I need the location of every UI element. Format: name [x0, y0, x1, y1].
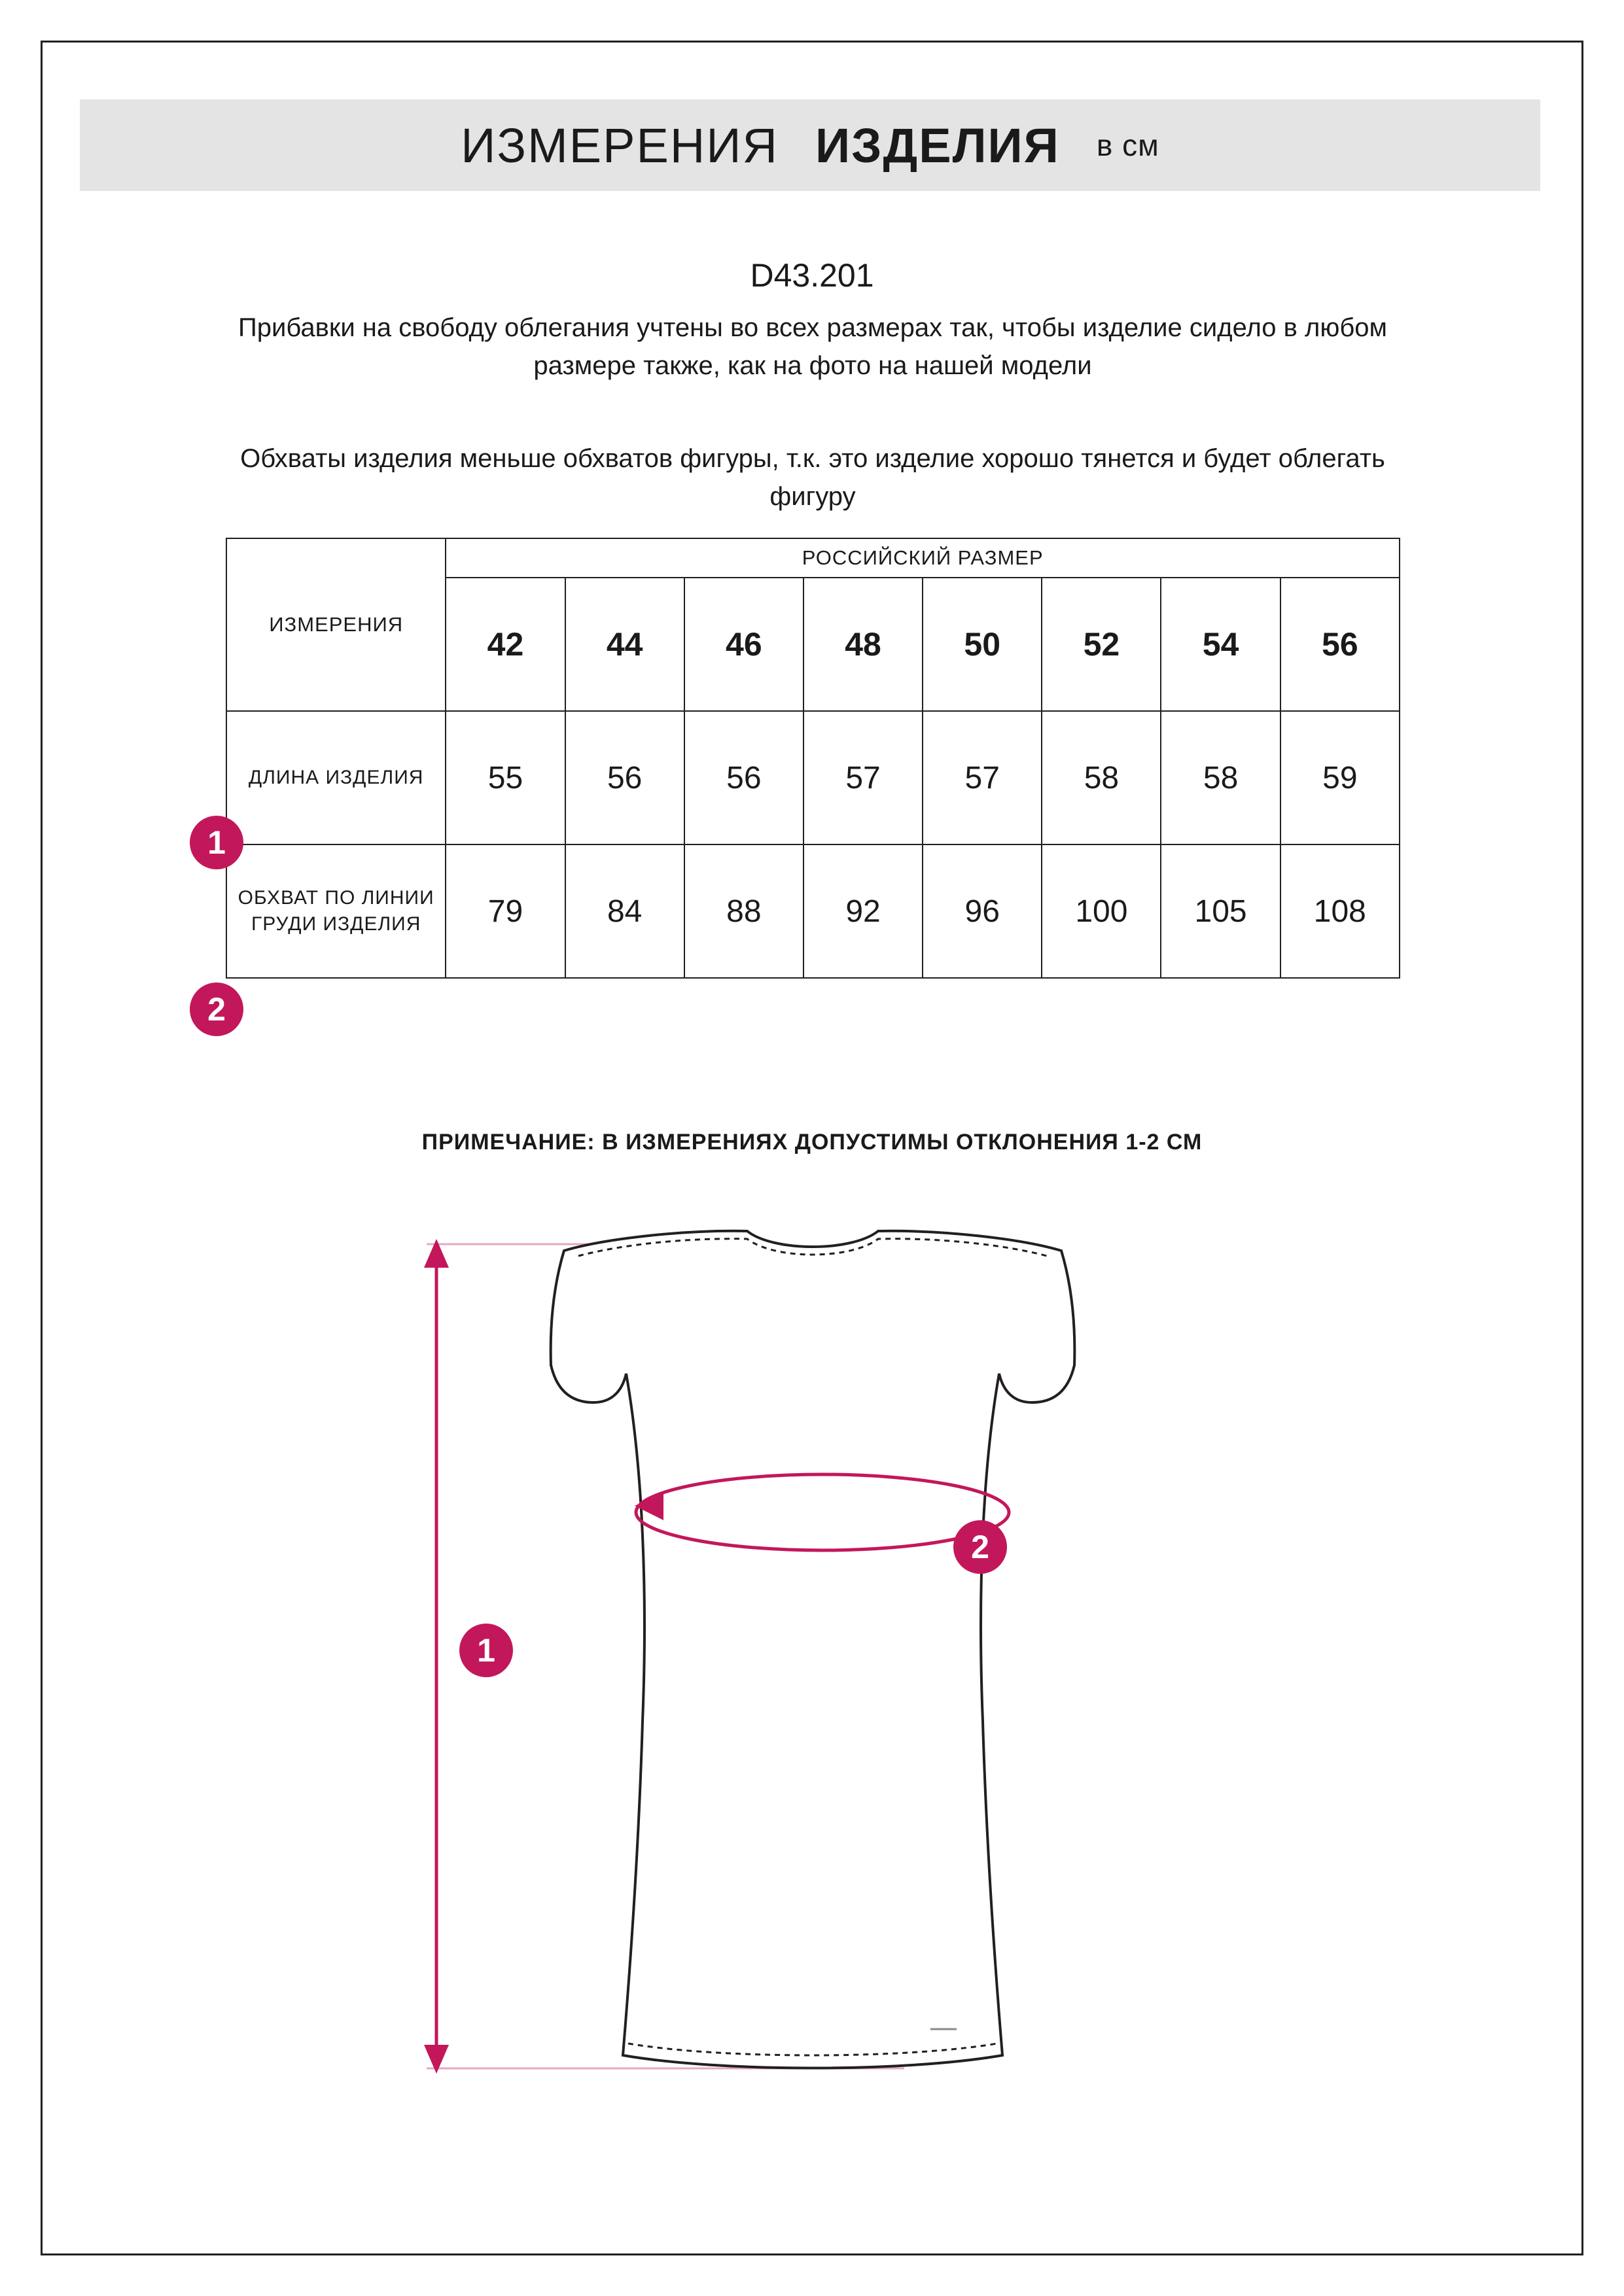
row-label-chest: ОБХВАТ ПО ЛИНИИ ГРУДИ ИЗДЕЛИЯ	[226, 844, 446, 978]
article-code: D43.201	[750, 257, 874, 294]
size-table-wrapper	[226, 538, 1400, 979]
badge-length-diagram: 1	[459, 1624, 513, 1677]
table-row	[226, 711, 1400, 844]
measurements-header: ИЗМЕРЕНИЯ	[226, 538, 446, 711]
value-cell: 55	[446, 711, 565, 844]
size-table	[226, 538, 1400, 979]
value-cell: 59	[1280, 711, 1400, 844]
header-title-light: ИЗМЕРЕНИЯ	[461, 118, 779, 173]
value-cell: 56	[565, 711, 684, 844]
size-cell: 44	[565, 578, 684, 711]
value-cell: 58	[1161, 711, 1280, 844]
garment-outline	[551, 1231, 1075, 2068]
value-cell: 100	[1042, 844, 1161, 978]
page-content	[41, 41, 1583, 2255]
ru-size-header: РОССИЙСКИЙ РАЗМЕР	[446, 538, 1400, 578]
value-cell: 57	[803, 711, 923, 844]
badge-chest-diagram: 2	[953, 1520, 1007, 1574]
header-band	[80, 99, 1540, 191]
size-cell: 46	[684, 578, 803, 711]
intro-line-2: Обхваты изделия меньше обхватов фигуры, т.к. это изделие хорошо тянется и будет облегать фигуру	[240, 444, 1385, 511]
garment-diagram-svg	[407, 1225, 1258, 2140]
value-cell: 79	[446, 844, 565, 978]
value-cell: 56	[684, 711, 803, 844]
value-cell: 108	[1280, 844, 1400, 978]
value-cell: 92	[803, 844, 923, 978]
size-cell: 48	[803, 578, 923, 711]
garment-diagram	[407, 1225, 1258, 2140]
note-text: ПРИМЕЧАНИЕ: В ИЗМЕРЕНИЯХ ДОПУСТИМЫ ОТКЛОНЕНИЯ 1-2 СМ	[421, 1130, 1203, 1155]
row-label-length: ДЛИНА ИЗДЕЛИЯ	[226, 711, 446, 844]
size-cell: 52	[1042, 578, 1161, 711]
value-cell: 84	[565, 844, 684, 978]
intro-line-1: Прибавки на свободу облегания учтены во всех размерах так, чтобы изделие сидело в любом размере также, как на фото на нашей модели	[238, 313, 1387, 380]
value-cell: 58	[1042, 711, 1161, 844]
table-row	[226, 844, 1400, 978]
value-cell: 88	[684, 844, 803, 978]
value-cell: 57	[923, 711, 1042, 844]
table-row-ru-size-header	[226, 538, 1400, 578]
size-cell: 54	[1161, 578, 1280, 711]
size-cell: 50	[923, 578, 1042, 711]
size-cell: 42	[446, 578, 565, 711]
badge-chest-table: 2	[190, 983, 243, 1036]
size-cell: 56	[1280, 578, 1400, 711]
header-title-bold: ИЗДЕЛИЯ	[815, 118, 1060, 173]
value-cell: 105	[1161, 844, 1280, 978]
header-units: в см	[1096, 128, 1159, 162]
value-cell: 96	[923, 844, 1042, 978]
badge-length-table: 1	[190, 816, 243, 869]
